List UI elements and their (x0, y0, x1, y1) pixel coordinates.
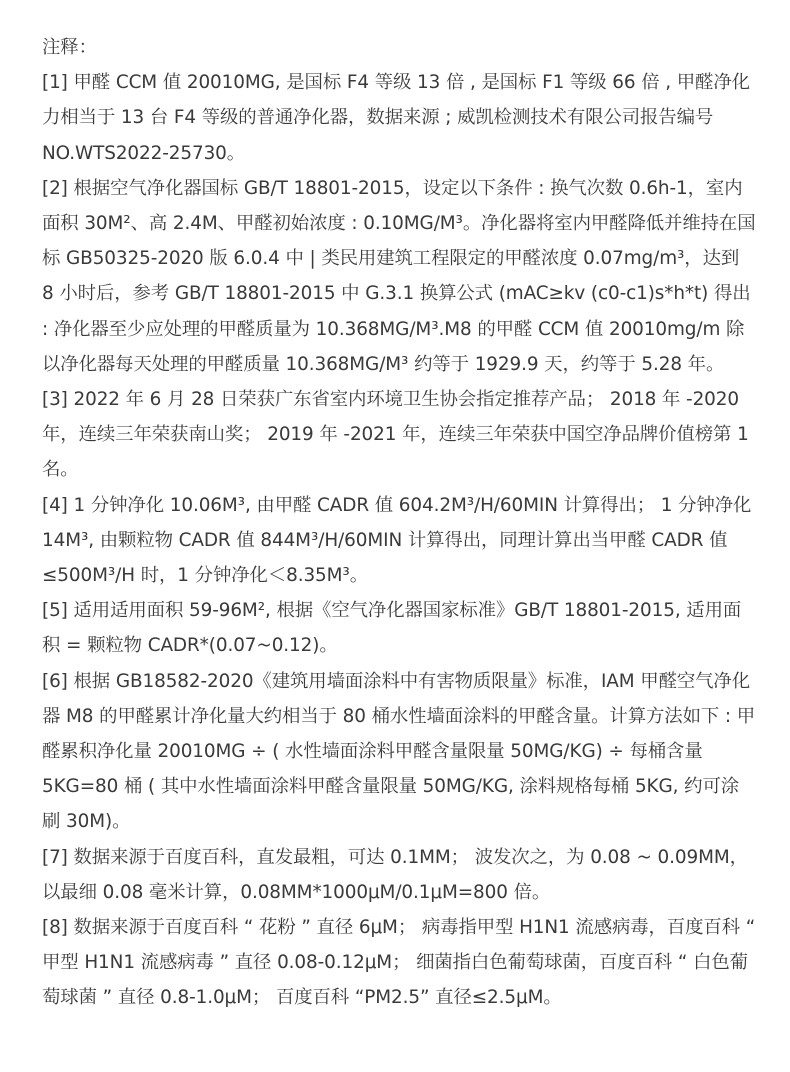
note-5: [5] 适用适用面积 59-96M², 根据《空气净化器国家标准》GB/T 18801-2015, 适用面积 = 颗粒物 CADR*(0.07~0.12)。 (42, 600, 742, 657)
note-6: [6] 根据 GB18582-2020《建筑用墙面涂料中有害物质限量》标准，IAM 甲醛空气净化器 M8 的甲醛累计净化量大约相当于 80 桶水性墙面涂料的甲醛含量。计算方法如下 : 甲醛累积净化量 20010MG ÷ ( 水性墙面涂料甲醛含量限量 50MG/KG) ÷ 每桶含量 5KG=80 桶 ( 其中水性墙面涂料甲醛含量限量 50MG/KG, 涂料规格每桶 5KG, 约可涂刷 30M)。 (42, 670, 756, 833)
note-8: [8] 数据来源于百度百科 “ 花粉 ” 直径 6μM； 病毒指甲型 H1N1 流感病毒，百度百科 “ 甲型 H1N1 流感病毒 ” 直径 0.08-0.12μM； 细菌指白色葡萄球菌，百度百科 “ 白色葡萄球菌 ” 直径 0.8-1.0μM； 百度百科 “PM2.5” 直径≤2.5μM。 (42, 917, 756, 1009)
note-2: [2] 根据空气净化器国标 GB/T 18801-2015，设定以下条件 : 换气次数 0.6h-1，室内面积 30M²、高 2.4M、甲醛初始浓度 : 0.10MG/M³。净化器将室内甲醛降低并维持在国标 GB50325-2020 版 6.0.4 中 | 类民用建筑工程限定的甲醛浓度 0.07mg/m³，达到 8 小时后，参考 GB/T 18801-2015 中 G.3.1 换算公式 (mAC≥kv (c0-c1)s*h*t) 得出 : 净化器至少应处理的甲醛质量为 10.368MG/M³.M8 的甲醛 CCM 值 20010mg/m 除以净化器每天处理的甲醛质量 10.368MG/M³ 约等于 1929.9 天，约等于 5.28 年。 (42, 177, 756, 375)
note-4: [4] 1 分钟净化 10.06M³, 由甲醛 CADR 值 604.2M³/H/60MIN 计算得出； 1 分钟净化 14M³, 由颗粒物 CADR 值 844M³/H/60MIN 计算得出，同理计算出当甲醛 CADR 值≤500M³/H 时，1 分钟净化＜8.35M³。 (42, 494, 752, 587)
notes-title: 注释： (42, 37, 97, 58)
notes-list (42, 65, 756, 1015)
note-7: [7] 数据来源于百度百科，直发最粗，可达 0.1MM； 波发次之，为 0.08 ~ 0.09MM，以最细 0.08 毫米计算，0.08MM*1000μM/0.1μM=800 倍。 (42, 846, 748, 903)
note-1: [1] 甲醛 CCM 值 20010MG, 是国标 F4 等级 13 倍 , 是国标 F1 等级 66 倍 , 甲醛净化力相当于 13 台 F4 等级的普通净化器，数据来源 ; 威凯检测技术有限公司报告编号 NO.WTS2022-25730。 (42, 72, 750, 164)
note-3: [3] 2022 年 6 月 28 日荣获广东省室内环境卫生协会指定推荐产品； 2018 年 -2020 年，连续三年荣获南山奖； 2019 年 -2021 年，连续三年荣获中国空净品牌价值榜第 1 名。 (42, 389, 749, 481)
